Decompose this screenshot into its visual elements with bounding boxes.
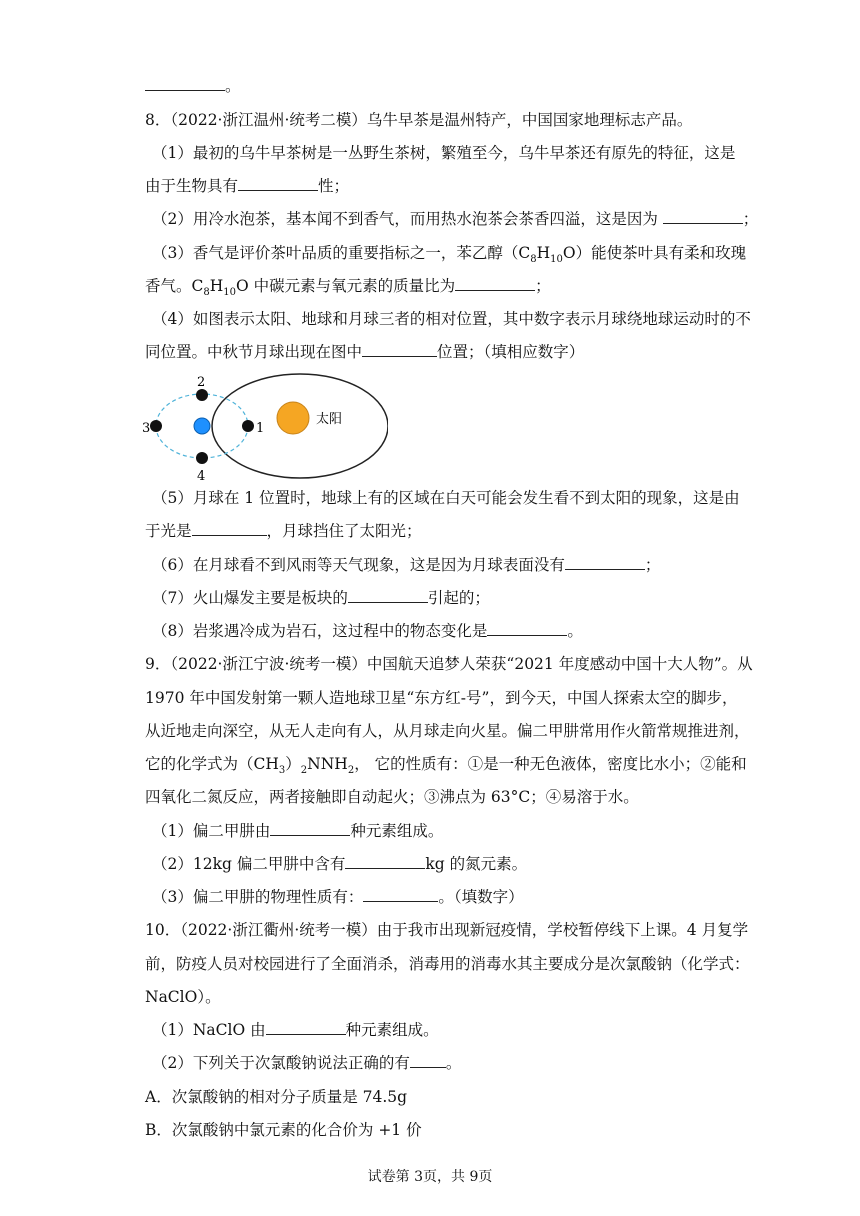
q10-part1: （1）NaClO 由 种元素组成。 xyxy=(152,1021,439,1039)
position-label-1: 1 xyxy=(256,421,265,436)
q10-text-2: NaClO）。 xyxy=(145,988,221,1006)
q9-part2: （2）12kg 偏二甲肼中含有 kg 的氮元素。 xyxy=(152,855,528,873)
q9-part1: （1）偏二甲肼由 种元素组成。 xyxy=(152,822,444,840)
moon-position-3 xyxy=(150,420,162,432)
q10-option-a: A．次氯酸钠的相对分子质量是 74.5g xyxy=(145,1088,408,1106)
sun-earth-moon-diagram xyxy=(138,372,388,484)
q8-part3-cont: 香气。$C_8H_{10}O$ 中碳元素与氧元素的质量比为 ； xyxy=(145,277,551,299)
q8-part8: （8）岩浆遇冷成为岩石，这过程中的物态变化是 。 xyxy=(152,622,583,640)
q8-part5-cont: 于光是 ，月球挡住了太阳光； xyxy=(145,522,422,540)
moon-position-1 xyxy=(242,420,254,432)
q8-part2: （2）用冷水泡茶，基本闻不到香气，而用热水泡茶会茶香四溢，这是因为 ； xyxy=(152,210,759,228)
q9-text-3: 它的化学式为$(CH_3)_2NNH_2$， 它的性质有：①是一种无色液体，密度比水小；②能和 xyxy=(145,755,747,777)
q10-option-b: B．次氯酸钠中氯元素的化合价为 +1 价 xyxy=(145,1121,422,1139)
question-10-title: 10．（2022·浙江衢州·统考一模）由于我市出现新冠疫情，学校暂停线下上课。4 月复学 xyxy=(145,921,749,939)
q8-part3: （3）香气是评价茶叶品质的重要指标之一，苯乙醇$(C_8H_{10}O)$能使茶叶具有柔和玫瑰 xyxy=(152,244,747,266)
q8-part7: （7）火山爆发主要是板块的 引起的； xyxy=(152,589,490,607)
q8-part6: （6）在月球看不到风雨等天气现象，这是因为月球表面没有 ； xyxy=(152,556,661,574)
moon-position-2 xyxy=(196,389,208,401)
q10-part2: （2）下列关于次氯酸钠说法正确的有 。 xyxy=(152,1054,462,1072)
q9-part3: （3）偏二甲肼的物理性质有： 。（填数字） xyxy=(152,888,524,906)
moon-position-4 xyxy=(196,452,208,464)
q9-text-2: 从近地走向深空，从无人走向有人，从月球走向火星。偏二甲肼常用作火箭常规推进剂， xyxy=(145,722,750,740)
position-label-3: 3 xyxy=(142,421,151,436)
earth-icon xyxy=(194,418,210,434)
q8-part1: （1）最初的乌牛早茶树是一丛野生茶树，繁殖至今，乌牛早茶还有原先的特征，这是 xyxy=(152,144,736,162)
page-footer: 试卷第 3页，共 9页 xyxy=(367,1169,493,1185)
q8-part5: （5）月球在 1 位置时，地球上有的区域在白天可能会发生看不到太阳的现象，这是由 xyxy=(152,489,740,507)
q8-part4: （4）如图表示太阳、地球和月球三者的相对位置，其中数字表示月球绕地球运动时的不 xyxy=(152,310,751,328)
question-9-title: 9．（2022·浙江宁波·统考一模）中国航天追梦人荣获“2021 年度感动中国十大人物”。从 xyxy=(145,655,753,673)
q8-part4-cont: 同位置。中秋节月球出现在图中 位置；（填相应数字） xyxy=(145,343,585,361)
q9-text-4: 四氧化二氮反应，两者接触即自动起火；③沸点为 63°C；④易溶于水。 xyxy=(145,788,639,806)
position-label-2: 2 xyxy=(197,375,206,390)
sun-label: 太阳 xyxy=(316,412,343,427)
question-8-title: 8．（2022·浙江温州·统考二模）乌牛早茶是温州特产，中国国家地理标志产品。 xyxy=(145,111,693,129)
q10-text-1: 前，防疫人员对校园进行了全面消杀，消毒用的消毒水其主要成分是次氯酸钠（化学式： xyxy=(145,955,750,973)
sun-icon xyxy=(277,402,309,434)
answer-line: 。 xyxy=(145,76,241,96)
q9-text-1: 1970 年中国发射第一颗人造地球卫星“东方红-号”，到今天，中国人探索太空的脚步， xyxy=(145,689,738,707)
q8-part1-cont: 由于生物具有 性； xyxy=(145,177,350,195)
position-label-4: 4 xyxy=(197,469,206,484)
